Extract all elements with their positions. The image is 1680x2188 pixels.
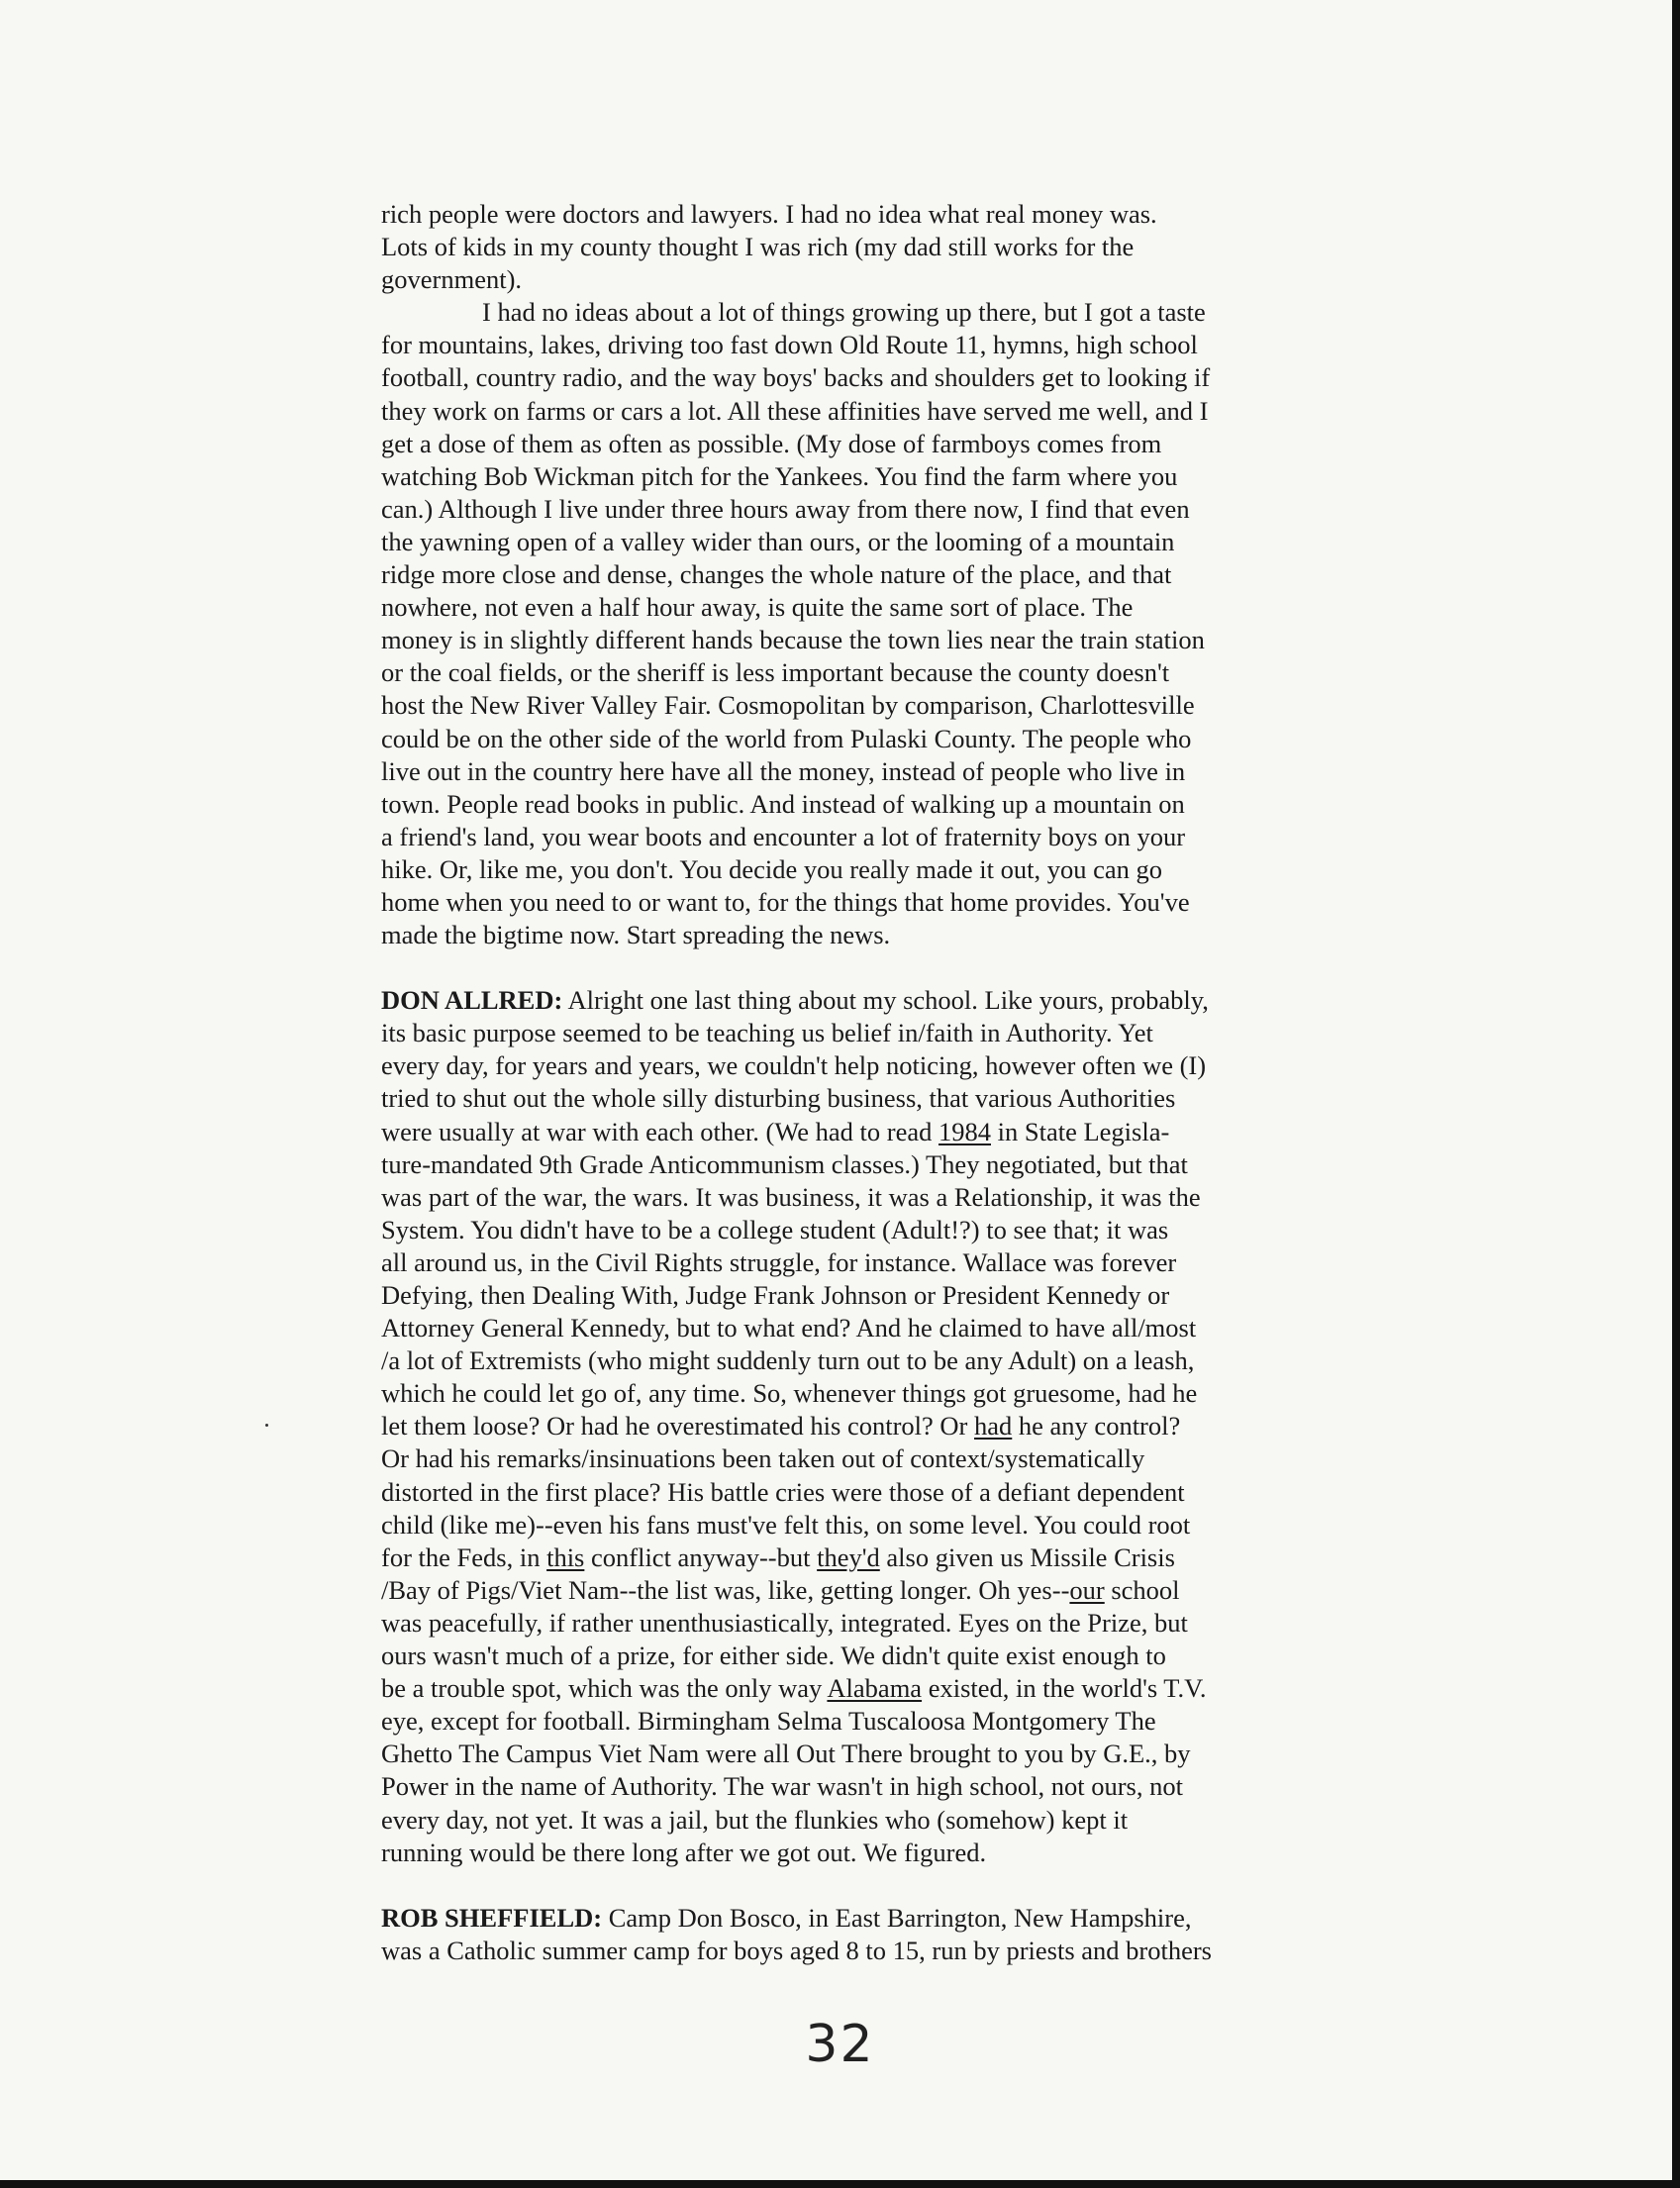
text-line: every day, not yet. It was a jail, but the flunkies who (somehow) kept it xyxy=(381,1804,1129,1835)
text-line: DON ALLRED: Alright one last thing about my school. Like yours, probably, xyxy=(381,985,1209,1016)
text-line: every day, for years and years, we couldn't help noticing, however often we (I) xyxy=(381,1050,1207,1081)
underlined-text: Alabama xyxy=(827,1673,923,1704)
text-line: for the Feds, in this conflict anyway--but they'd also given us Missile Crisis xyxy=(381,1542,1175,1572)
text-line: /Bay of Pigs/Viet Nam--the list was, like, getting longer. Oh yes--our school xyxy=(381,1574,1180,1605)
text-line: for mountains, lakes, driving too fast down Old Route 11, hymns, high school xyxy=(381,330,1198,360)
text-line: ours wasn't much of a prize, for either side. We didn't quite exist enough to xyxy=(381,1641,1166,1671)
text-line: Power in the name of Authority. The war wasn't in high school, not ours, not xyxy=(381,1771,1183,1802)
paper-speck xyxy=(265,1424,268,1427)
text-line: money is in slightly different hands because the town lies near the train station xyxy=(381,625,1205,655)
text-line: get a dose of them as often as possible. (My dose of farmboys comes from xyxy=(381,428,1162,458)
text-line: which he could let go of, any time. So, whenever things got gruesome, had he xyxy=(381,1378,1198,1409)
text-line: be a trouble spot, which was the only way Alabama existed, in the world's T.V. xyxy=(381,1673,1207,1704)
text-line: rich people were doctors and lawyers. I had no idea what real money was. xyxy=(381,199,1157,229)
paragraph-p1 xyxy=(381,198,1431,296)
page-number: 32 xyxy=(805,2015,875,2074)
underlined-text: had xyxy=(974,1411,1013,1442)
underlined-text: they'd xyxy=(817,1542,880,1572)
text-line: ROB SHEFFIELD: Camp Don Bosco, in East Barrington, New Hampshire, xyxy=(381,1902,1192,1933)
text-line: Ghetto The Campus Viet Nam were all Out There brought to you by G.E., by xyxy=(381,1739,1191,1769)
text-line: or the coal fields, or the sheriff is less important because the county doesn't xyxy=(381,657,1170,688)
text-line: ture-mandated 9th Grade Anticommunism classes.) They negotiated, but that xyxy=(381,1148,1188,1179)
paragraph-p3 xyxy=(381,984,1431,1869)
text-line: can.) Although I live under three hours away from there now, I find that even xyxy=(381,493,1190,524)
text-line: Defying, then Dealing With, Judge Frank Johnson or President Kennedy or xyxy=(381,1280,1170,1310)
text-line: government). xyxy=(381,264,523,295)
text-line: distorted in the first place? His battle cries were those of a defiant dependent xyxy=(381,1476,1185,1507)
text-line: live out in the country here have all the money, instead of people who live in xyxy=(381,755,1186,786)
text-line: was peacefully, if rather unenthusiastically, integrated. Eyes on the Prize, but xyxy=(381,1607,1188,1638)
text-line: town. People read books in public. And instead of walking up a mountain on xyxy=(381,788,1185,819)
text-line: nowhere, not even a half hour away, is quite the same sort of place. The xyxy=(381,592,1134,623)
text-line: watching Bob Wickman pitch for the Yankees. You find the farm where you xyxy=(381,460,1178,491)
text-line: were usually at war with each other. (We had to read 1984 in State Legisla- xyxy=(381,1116,1170,1146)
underlined-text: this xyxy=(546,1542,585,1572)
text-line: Attorney General Kennedy, but to what end? And he claimed to have all/most xyxy=(381,1313,1197,1343)
speaker-name: ROB SHEFFIELD: xyxy=(381,1902,603,1933)
text-line: host the New River Valley Fair. Cosmopolitan by comparison, Charlottesville xyxy=(381,690,1195,721)
text-line: Lots of kids in my county thought I was rich (my dad still works for the xyxy=(381,232,1135,262)
text-line: made the bigtime now. Start spreading the news. xyxy=(381,920,891,950)
paragraph-p2 xyxy=(381,296,1431,951)
text-line: was part of the war, the wars. It was business, it was a Relationship, it was the xyxy=(381,1181,1201,1212)
paragraph-p4 xyxy=(381,1902,1431,1967)
text-line: hike. Or, like me, you don't. You decide you really made it out, you can go xyxy=(381,853,1162,884)
underlined-text: our xyxy=(1069,1574,1105,1605)
text-line: /a lot of Extremists (who might suddenly turn out to be any Adult) on a leash, xyxy=(381,1345,1195,1376)
text-line: I had no ideas about a lot of things growing up there, but I got a taste xyxy=(482,297,1206,328)
text-line: a friend's land, you wear boots and encounter a lot of fraternity boys on your xyxy=(381,821,1186,851)
document-body xyxy=(381,198,1431,1967)
text-line: tried to shut out the whole silly disturbing business, that various Authorities xyxy=(381,1083,1176,1114)
text-line: all around us, in the Civil Rights struggle, for instance. Wallace was forever xyxy=(381,1246,1177,1277)
text-line: eye, except for football. Birmingham Selma Tuscaloosa Montgomery The xyxy=(381,1706,1156,1737)
text-line: football, country radio, and the way boys' backs and shoulders get to looking if xyxy=(381,362,1211,393)
text-line: could be on the other side of the world from Pulaski County. The people who xyxy=(381,723,1192,753)
text-line: its basic purpose seemed to be teaching us belief in/faith in Authority. Yet xyxy=(381,1018,1153,1048)
text-line: let them loose? Or had he overestimated his control? Or had he any control? xyxy=(381,1411,1181,1442)
text-line: child (like me)--even his fans must've felt this, on some level. You could root xyxy=(381,1509,1191,1540)
underlined-text: 1984 xyxy=(938,1116,991,1146)
text-line: the yawning open of a valley wider than ours, or the looming of a mountain xyxy=(381,526,1175,556)
text-line: ridge more close and dense, changes the whole nature of the place, and that xyxy=(381,559,1172,590)
speaker-name: DON ALLRED: xyxy=(381,985,563,1016)
text-line: Or had his remarks/insinuations been taken out of context/systematically xyxy=(381,1443,1145,1474)
text-line: home when you need to or want to, for the things that home provides. You've xyxy=(381,886,1190,917)
text-line: they work on farms or cars a lot. All these affinities have served me well, and I xyxy=(381,395,1209,426)
text-line: running would be there long after we got out. We figured. xyxy=(381,1837,987,1867)
text-line: was a Catholic summer camp for boys aged 8 to 15, run by priests and brothers xyxy=(381,1935,1212,1965)
text-line: System. You didn't have to be a college student (Adult!?) to see that; it was xyxy=(381,1214,1169,1244)
